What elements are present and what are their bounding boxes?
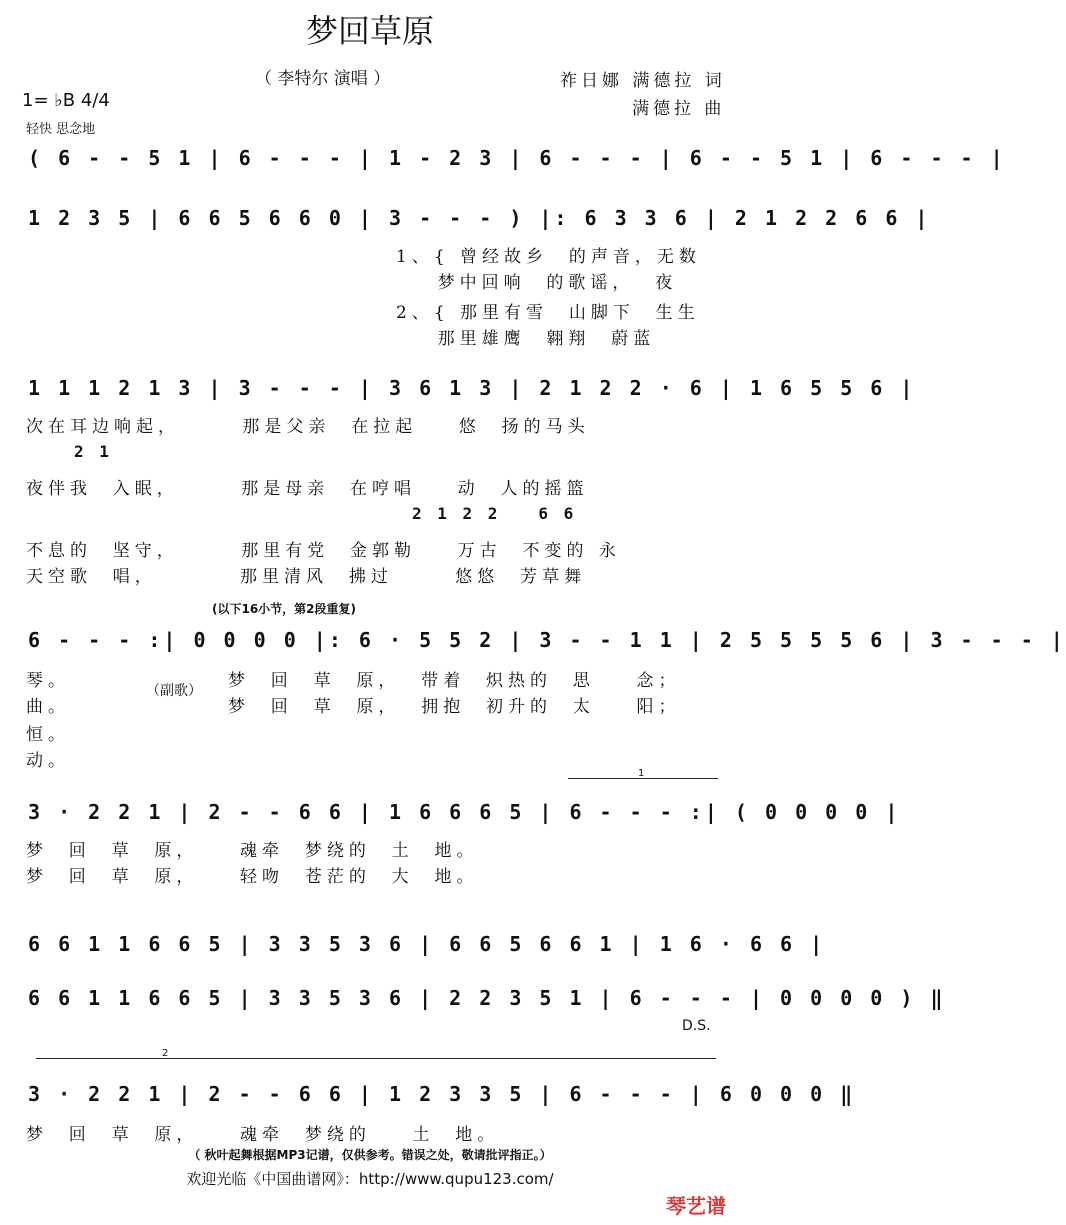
volta-2-bracket [36,1058,716,1059]
lyric-row-4d: 动。 [26,751,70,771]
notation-row-8: 3 · 2 2 1 | 2 - - 6 6 | 1 2 3 3 5 | 6 - - - | 6 0 0 0 ‖ [28,1082,856,1106]
singer-credit: （ 李特尔 演唱 ） [255,69,391,89]
notation-row-4: 6 - - - :| 0 0 0 0 |: 6 · 5 5 2 | 3 - - 1 1 | 2 5 5 5 5 6 | 3 - - - | [28,628,1066,652]
composer-credit: 满德拉 曲 [632,99,726,119]
notation-row-5: 3 · 2 2 1 | 2 - - 6 6 | 1 6 6 6 5 | 6 - - - :| ( 0 0 0 0 | [28,800,901,824]
lyric-row-4c: 恒。 [26,725,70,745]
footer-url-text[interactable]: 欢迎光临《中国曲谱网》：http://www.qupu123.com/ [186,1170,554,1188]
notation-row-2: 1 2 3 5 | 6 6 5 6 6 0 | 3 - - - ) |: 6 3 3 6 | 2 1 2 2 6 6 | [28,206,931,230]
lyric-row-3b: 夜伴我 入眠， 那是母亲 在哼唱 动 人的摇篮 [26,479,589,499]
chorus-tag: （副歌） [146,683,202,699]
lyric-row-8a: 梦 回 草 原， 魂牵 梦绕的 土 地。 [26,1125,500,1145]
verse-2a: 2、{ 那里有雪 山脚下 生生 [396,303,700,323]
tempo-marking: 轻快 思念地 [26,122,96,137]
lyric-row-3c: 不息的 坚守， 那里有党 金郭勒 万古 不变的 永 [26,541,621,561]
chorus-line-2: 梦 回 草 原， 拥抱 初升的 太 阳； [228,697,681,717]
lyric-row-5b: 梦 回 草 原， 轻吻 苍茫的 大 地。 [26,867,479,887]
verse-1a: 1、{ 曾经故乡 的声音，无数 [396,247,701,267]
verse-1b: 梦中回响 的歌谣， 夜 [396,273,678,293]
alt-notes-2: 2 1 2 2 6 6 [412,504,577,523]
lyricist-credit: 祚日娜 满德拉 词 [560,71,726,91]
chorus-line-1: 梦 回 草 原， 带着 炽热的 思 念； [228,671,681,691]
lyric-row-4b: 曲。 [26,697,70,717]
lyric-row-4a: 琴。 [26,671,70,691]
notation-row-6: 6 6 1 1 6 6 5 | 3 3 5 3 6 | 6 6 5 6 6 1 | 1 6 · 6 6 | [28,932,826,956]
ds-mark: D.S. [682,1018,711,1034]
logo-text: 琴艺谱 [666,1194,726,1218]
notation-row-7: 6 6 1 1 6 6 5 | 3 3 5 3 6 | 2 2 3 5 1 | 6 - - - | 0 0 0 0 ) ‖ [28,986,946,1010]
volta-2-label: 2 [162,1048,169,1059]
notation-row-1: ( 6 - - 5 1 | 6 - - - | 1 - 2 3 | 6 - - - | 6 - - 5 1 | 6 - - - | [28,146,1006,170]
lyric-row-3d: 天空歌 唱， 那里清风 拂过 悠悠 芳草舞 [26,567,587,587]
lyric-row-3a: 次在耳边响起， 那是父亲 在拉起 悠 扬的马头 [26,417,590,437]
footer-note: （ 秋叶起舞根据MP3记谱，仅供参考。错误之处，敬请批评指正。） [188,1148,552,1162]
notation-row-3: 1 1 1 2 1 3 | 3 - - - | 3 6 1 3 | 2 1 2 2 · 6 | 1 6 5 5 6 | [28,376,916,400]
page-title: 梦回草原 [305,12,434,50]
site-logo [666,1190,726,1219]
key-signature: 1= ♭B 4/4 [22,90,110,111]
volta-1-label: 1 [638,768,645,779]
verse-2b: 那里雄鹰 翱翔 蔚蓝 [396,329,656,349]
repeat-note: (以下16小节，第2段重复) [212,602,357,616]
footer-url[interactable] [0,1168,740,1189]
alt-notes-1: 2 1 [74,442,112,461]
lyric-row-5a: 梦 回 草 原， 魂牵 梦绕的 土 地。 [26,841,479,861]
